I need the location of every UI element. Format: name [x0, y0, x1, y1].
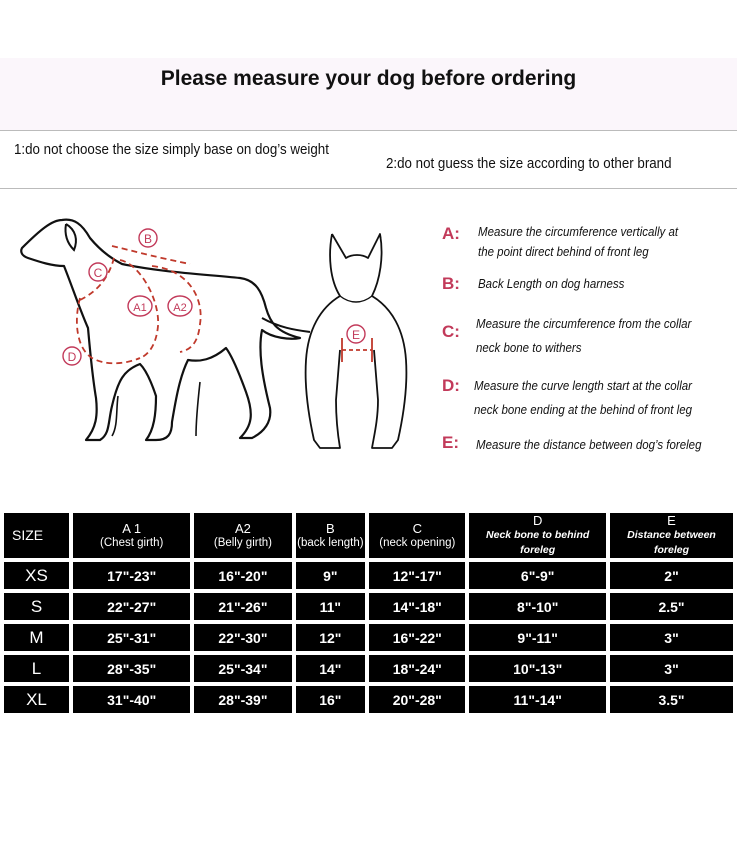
size-cell: XS: [4, 562, 69, 589]
header-e: E Distance between foreleg: [610, 513, 733, 558]
label-c: [89, 263, 107, 281]
legend-d-line2: neck bone ending at the behind of front leg: [474, 403, 693, 417]
note-weight: 1:do not choose the size simply base on dog’s weight: [14, 142, 329, 158]
svg-text:B: B: [143, 232, 153, 246]
legend-e-letter: E:: [442, 433, 459, 452]
table-cell: 16"-20": [194, 562, 291, 589]
svg-text:D: D: [67, 350, 77, 364]
table-cell: 18"-24": [369, 655, 465, 682]
table-cell: 9": [296, 562, 366, 589]
note-other-brand: 2:do not guess the size according to other brand: [386, 156, 672, 172]
table-cell: 2.5": [610, 593, 733, 620]
table-cell: 14"-18": [369, 593, 465, 620]
table-cell: 3": [610, 624, 733, 651]
table-row: [4, 624, 733, 651]
table-cell: 25"-31": [73, 624, 190, 651]
table-cell: 12": [296, 624, 366, 651]
table-cell: 16"-22": [369, 624, 465, 651]
svg-text:E: E: [351, 328, 361, 342]
table-cell: 22"-27": [73, 593, 190, 620]
table-cell: 20"-28": [369, 686, 465, 713]
table-row: [4, 562, 733, 589]
table-cell: 31"-40": [73, 686, 190, 713]
header-b: B (back length): [296, 513, 366, 558]
legend-a-letter: A:: [442, 224, 460, 243]
dog-side-outline: [21, 220, 300, 440]
size-cell: M: [4, 624, 69, 651]
label-a1: [128, 296, 152, 316]
dog-tail: [262, 318, 310, 332]
table-cell: 10"-13": [469, 655, 606, 682]
table-cell: 11"-14": [469, 686, 606, 713]
legend-a-line1: Measure the circumference vertically at: [478, 225, 679, 239]
legend-e-line1: Measure the distance between dog’s foreleg: [476, 438, 702, 452]
label-a2: [168, 296, 192, 316]
header-size: SIZE: [4, 513, 69, 558]
table-cell: 2": [610, 562, 733, 589]
dog-front-chest: [340, 296, 372, 302]
header-a1: A 1 (Chest girth): [73, 513, 190, 558]
table-cell: 6"-9": [469, 562, 606, 589]
legend-d-line1: Measure the curve length start at the collar: [474, 379, 692, 393]
table-row: [4, 686, 733, 713]
table-header-row: [4, 513, 733, 558]
legend-b-line1: Back Length on dog harness: [478, 277, 625, 291]
size-cell: S: [4, 593, 69, 620]
dog-ear: [65, 224, 75, 250]
table-cell: 17"-23": [73, 562, 190, 589]
table-cell: 3.5": [610, 686, 733, 713]
table-row: [4, 593, 733, 620]
legend-c-line2: neck bone to withers: [476, 341, 582, 355]
table-cell: 16": [296, 686, 366, 713]
table-cell: 28"-39": [194, 686, 291, 713]
table-cell: 9"-11": [469, 624, 606, 651]
label-e: [347, 325, 365, 343]
table-cell: 25"-34": [194, 655, 291, 682]
svg-text:A2: A2: [173, 302, 187, 314]
legend-c-line1: Measure the circumference from the collar: [476, 317, 692, 331]
legend-a-line2: the point direct behind of front leg: [478, 245, 649, 259]
header-c: C (neck opening): [369, 513, 465, 558]
label-d: [63, 347, 81, 365]
size-cell: XL: [4, 686, 69, 713]
size-cell: L: [4, 655, 69, 682]
legend-c-letter: C:: [442, 322, 460, 341]
header-a2: A2 (Belly girth): [194, 513, 291, 558]
table-cell: 11": [296, 593, 366, 620]
svg-text:A1: A1: [133, 302, 147, 314]
page-title: Please measure your dog before ordering: [160, 67, 577, 90]
table-cell: 28"-35": [73, 655, 190, 682]
table-cell: 21"-26": [194, 593, 291, 620]
svg-text:C: C: [93, 266, 103, 280]
size-chart-table: [0, 509, 737, 717]
table-row: [4, 655, 733, 682]
table-cell: 12"-17": [369, 562, 465, 589]
table-cell: 14": [296, 655, 366, 682]
legend-d-letter: D:: [442, 376, 460, 395]
table-cell: 3": [610, 655, 733, 682]
label-b: [139, 229, 157, 247]
legend-b-letter: B:: [442, 274, 460, 293]
measurement-diagram: [0, 200, 420, 470]
table-cell: 22"-30": [194, 624, 291, 651]
header-d: D Neck bone to behind foreleg: [469, 513, 606, 558]
table-cell: 8"-10": [469, 593, 606, 620]
